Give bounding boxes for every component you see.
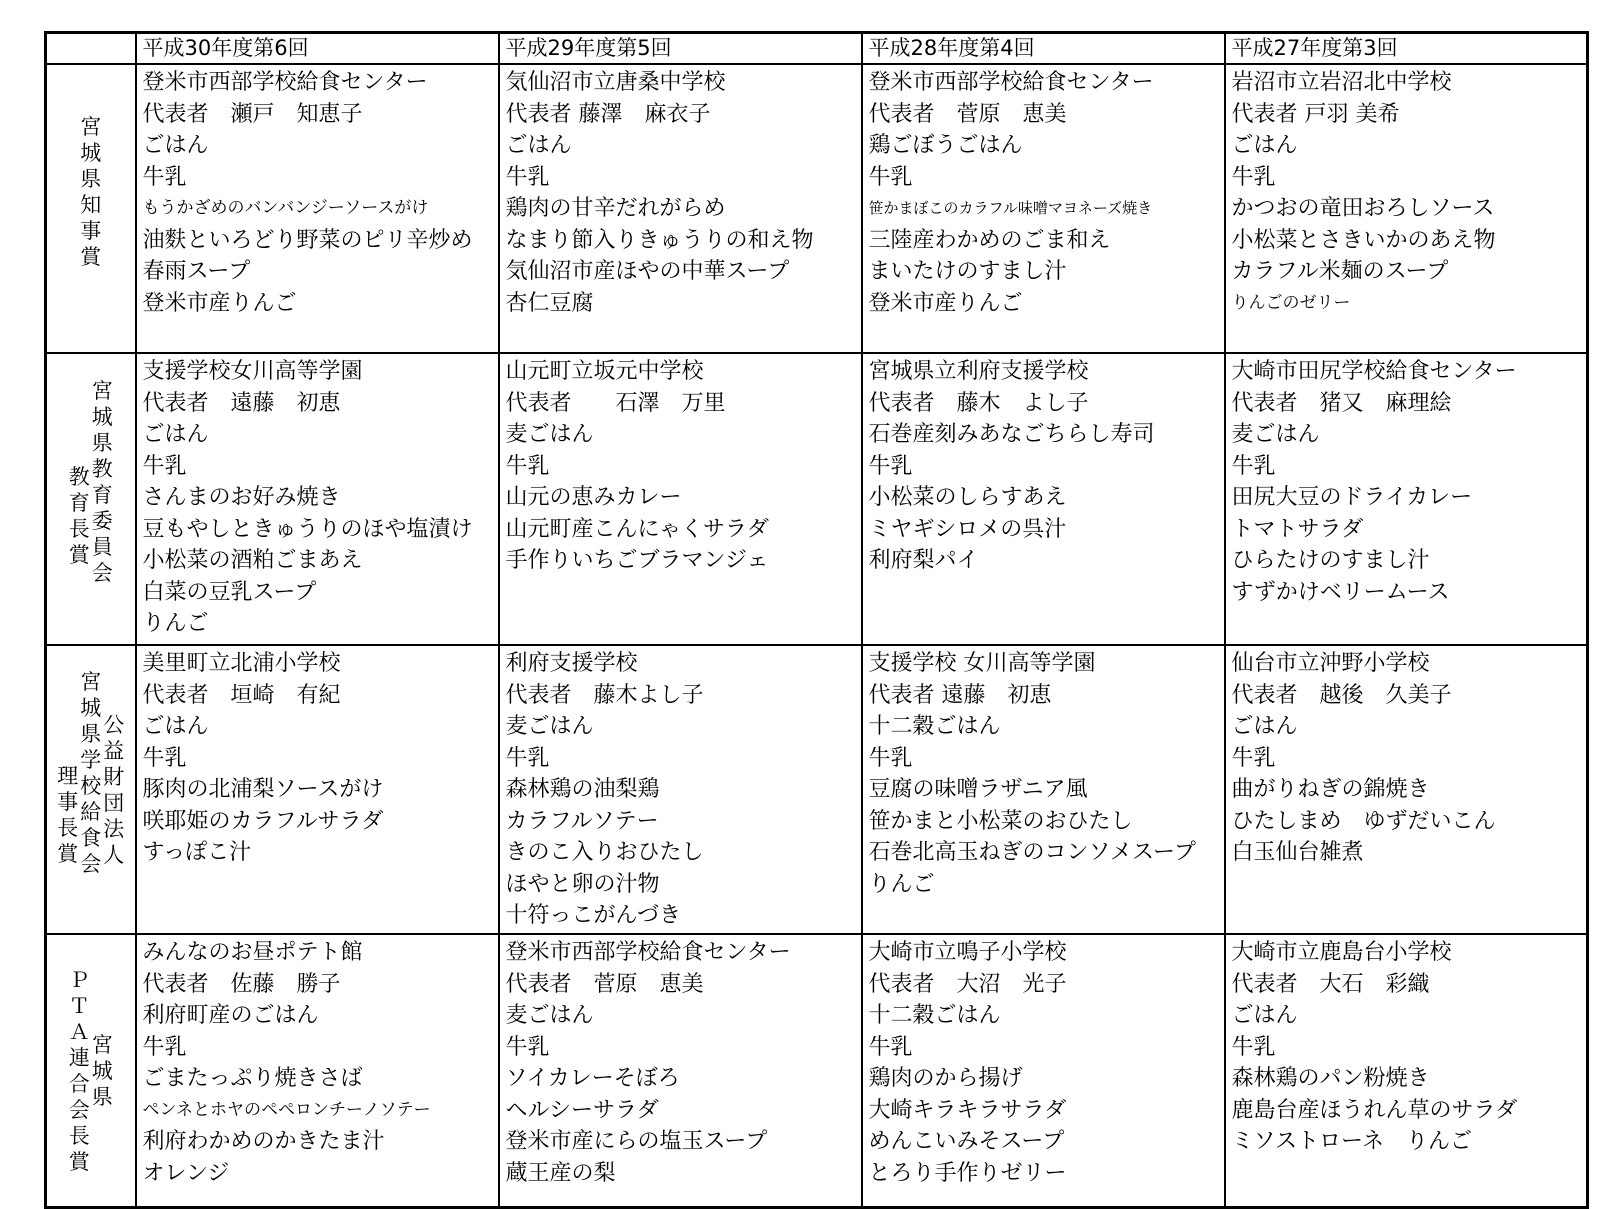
- menu-item: 杏仁豆腐: [505, 290, 594, 316]
- menu-item: 白菜の豆乳スープ: [142, 579, 317, 605]
- representative: 代表者 越後 久美子: [1231, 682, 1452, 708]
- school-name: 気仙沼市立唐桑中学校: [505, 70, 726, 95]
- school-name: 登米市西部学校給食センター: [868, 70, 1154, 95]
- representative: 代表者 瀬戸 知恵子: [142, 101, 363, 127]
- award-label-column: 宮 城 県: [91, 1032, 113, 1109]
- menu-item: 気仙沼市産ほやの中華スープ: [505, 259, 790, 284]
- menu-item: 咲耶姫のカラフルサラダ: [142, 808, 384, 834]
- menu-entry: [862, 353, 1225, 645]
- menu-item: 牛乳: [1231, 1034, 1276, 1060]
- menu-item: 牛乳: [505, 1034, 550, 1060]
- school-name: みんなのお昼ポテト館: [142, 940, 363, 965]
- menu-item: まいたけのすまし汁: [868, 259, 1067, 284]
- award-row: [46, 353, 1588, 645]
- menu-item: 牛乳: [505, 745, 550, 771]
- representative: 代表者 菅原 恵美: [868, 101, 1067, 127]
- year-header: 平成27年度第3回: [1225, 33, 1588, 65]
- menu-entry: [862, 645, 1225, 934]
- award-label: [46, 353, 136, 645]
- menu-item: 麦ごはん: [505, 422, 594, 447]
- menu-item: 蔵王産の梨: [505, 1160, 616, 1186]
- menu-item: 鶏肉のから揚げ: [868, 1066, 1023, 1091]
- representative: 代表者 垣崎 有紀: [142, 682, 341, 708]
- menu-item: さんまのお好み焼き: [142, 485, 341, 510]
- menu-item: 十二穀ごはん: [868, 1003, 1001, 1028]
- menu-entry: [136, 353, 499, 645]
- menu-item: 利府町産のごはん: [142, 1003, 319, 1028]
- menu-item: 牛乳: [505, 453, 550, 479]
- representative: 代表者 遠藤 初恵: [142, 390, 341, 416]
- menu-item: りんご: [142, 611, 209, 636]
- menu-item: ソイカレーそぼろ: [505, 1066, 680, 1091]
- menu-item: 牛乳: [868, 1034, 913, 1060]
- menu-item: なまり節入りきゅうりの和え物: [505, 227, 814, 253]
- award-row: [46, 934, 1588, 1208]
- menu-item: きのこ入りおひたし: [505, 840, 704, 865]
- menu-item: ごはん: [1231, 1003, 1298, 1028]
- school-name: 大崎市立鹿島台小学校: [1231, 940, 1452, 965]
- menu-entry: [499, 645, 862, 934]
- menu-item: りんご: [868, 871, 935, 897]
- school-name: 仙台市立沖野小学校: [1231, 651, 1430, 676]
- menu-item: ごはん: [1231, 714, 1298, 739]
- menu-item: ペンネとホヤのペペロンチーノソテー: [142, 1099, 431, 1120]
- menu-item: カラフル米麺のスープ: [1231, 259, 1449, 284]
- award-row: [46, 64, 1588, 353]
- menu-item: 小松菜のしらすあえ: [868, 485, 1067, 510]
- corner-cell: [46, 33, 136, 65]
- menu-item: 森林鶏のパン粉焼き: [1231, 1066, 1430, 1091]
- menu-item: すずかけベリームース: [1231, 579, 1450, 605]
- school-name: 大崎市田尻学校給食センター: [1231, 359, 1517, 384]
- menu-item: 牛乳: [505, 164, 550, 190]
- menu-item: 利府わかめのかきたま汁: [142, 1129, 385, 1154]
- menu-item: ヘルシーサラダ: [505, 1097, 659, 1123]
- representative: 代表者 遠藤 初恵: [868, 682, 1052, 708]
- menu-item: 牛乳: [1231, 164, 1276, 190]
- menu-item: 牛乳: [868, 745, 913, 771]
- menu-item: 麦ごはん: [505, 714, 594, 739]
- menu-item: 小松菜の酒粕ごまあえ: [142, 548, 363, 573]
- menu-item: めんこいみそスープ: [868, 1129, 1065, 1154]
- menu-item: 牛乳: [142, 164, 187, 190]
- award-label-column: 教 育 長 賞: [68, 465, 90, 567]
- menu-item: 春雨スープ: [142, 259, 251, 284]
- menu-item: 笹かまと小松菜のおひたし: [868, 808, 1133, 834]
- menu-item: 牛乳: [1231, 745, 1276, 771]
- menu-item: 森林鶏の油梨鶏: [505, 777, 660, 802]
- header-row: [46, 33, 1588, 65]
- menu-item: 三陸産わかめのごま和え: [868, 227, 1111, 253]
- menu-item: ごはん: [142, 714, 209, 739]
- award-label-column: Ｐ Ｔ Ａ 連 合 会 長 賞: [68, 967, 90, 1174]
- school-name: 山元町立坂元中学校: [505, 359, 704, 384]
- representative: 代表者 大沼 光子: [868, 971, 1067, 997]
- menu-entry: [499, 934, 862, 1208]
- award-label-column: 宮 城 県 教 育 委 員 会: [91, 379, 113, 585]
- school-name: 美里町立北浦小学校: [142, 651, 341, 676]
- menu-item: 山元の恵みカレー: [505, 485, 682, 510]
- representative: 代表者 藤木よし子: [505, 682, 704, 708]
- menu-item: 登米市産りんご: [868, 290, 1023, 316]
- menu-entry: [862, 934, 1225, 1208]
- menu-item: 牛乳: [142, 453, 187, 479]
- menu-item: ひらたけのすまし汁: [1231, 548, 1430, 573]
- representative: 代表者 戸羽 美希: [1231, 101, 1400, 127]
- menu-item: ごはん: [505, 133, 572, 158]
- representative: 代表者 藤澤 麻衣子: [505, 101, 711, 127]
- menu-item: 豆もやしときゅうりのほや塩漬け: [142, 516, 473, 542]
- award-label: [46, 645, 136, 934]
- menu-item: かつおの竜田おろしソース: [1231, 196, 1495, 221]
- award-label-column: 公 益 財 団 法 人: [103, 712, 125, 867]
- menu-item: ミソストローネ りんご: [1231, 1129, 1472, 1154]
- menu-item: 登米市産りんご: [142, 290, 297, 316]
- menu-item: 石巻北高玉ねぎのコンソメスープ: [868, 840, 1196, 865]
- menu-item: ひたしまめ ゆずだいこん: [1231, 808, 1496, 834]
- menu-item: 小松菜とさきいかのあえ物: [1231, 227, 1496, 253]
- school-name: 支援学校女川高等学園: [142, 359, 363, 384]
- school-name: 登米市西部学校給食センター: [505, 940, 791, 965]
- award-menu-table: [44, 31, 1589, 1209]
- menu-entry: [1225, 645, 1588, 934]
- menu-item: 牛乳: [142, 1034, 187, 1060]
- menu-entry: [499, 64, 862, 353]
- menu-item: 手作りいちごブラマンジェ: [505, 548, 769, 573]
- school-name: 利府支援学校: [505, 651, 638, 676]
- menu-item: 鹿島台産ほうれん草のサラダ: [1231, 1097, 1518, 1123]
- menu-entry: [499, 353, 862, 645]
- menu-item: 豆腐の味噌ラザニア風: [868, 777, 1088, 802]
- award-label: [46, 64, 136, 353]
- menu-item: 油麩といろどり野菜のピリ辛炒め: [142, 227, 473, 253]
- year-header: 平成29年度第5回: [499, 33, 862, 65]
- menu-item: 田尻大豆のドライカレー: [1231, 485, 1473, 510]
- menu-item: 笹かまぼこのカラフル味噌マヨネーズ焼き: [868, 199, 1153, 217]
- menu-item: 牛乳: [868, 453, 913, 479]
- menu-item: 十二穀ごはん: [868, 714, 1001, 739]
- representative: 代表者 菅原 恵美: [505, 971, 704, 997]
- award-label-column: 理 事 長 賞: [57, 763, 79, 866]
- menu-item: 白玉仙台雑煮: [1231, 840, 1364, 865]
- menu-item: 曲がりねぎの錦焼き: [1231, 777, 1430, 802]
- menu-item: 十符っこがんづき: [505, 903, 682, 928]
- menu-item: すっぽこ汁: [142, 840, 252, 865]
- menu-item: 麦ごはん: [505, 1003, 594, 1028]
- menu-entry: [136, 645, 499, 934]
- menu-entry: [136, 64, 499, 353]
- menu-entry: [136, 934, 499, 1208]
- award-row: [46, 645, 1588, 934]
- award-label: [46, 934, 136, 1208]
- menu-item: 山元町産こんにゃくサラダ: [505, 516, 769, 542]
- school-name: 支援学校 女川高等学園: [868, 651, 1096, 676]
- menu-item: 登米市産にらの塩玉スープ: [505, 1129, 768, 1154]
- menu-item: 石巻産刻みあなごちらし寿司: [868, 422, 1155, 447]
- menu-item: ごはん: [1231, 133, 1298, 158]
- menu-item: 鶏肉の甘辛だれがらめ: [505, 196, 726, 221]
- menu-entry: [862, 64, 1225, 353]
- menu-item: 豚肉の北浦梨ソースがけ: [142, 777, 384, 802]
- menu-item: 利府梨パイ: [868, 548, 979, 573]
- menu-item: 牛乳: [142, 745, 187, 771]
- menu-entry: [1225, 64, 1588, 353]
- menu-item: ほやと卵の汁物: [505, 871, 660, 897]
- school-name: 大崎市立鳴子小学校: [868, 940, 1067, 965]
- menu-item: りんごのゼリー: [1231, 292, 1351, 313]
- menu-item: 牛乳: [1231, 453, 1276, 479]
- menu-entry: [1225, 353, 1588, 645]
- award-label-column: 宮 城 県 知 事 賞: [80, 114, 102, 269]
- year-header: 平成28年度第4回: [862, 33, 1225, 65]
- menu-item: ごまたっぷり焼きさば: [142, 1066, 363, 1091]
- menu-item: 麦ごはん: [1231, 422, 1320, 447]
- menu-item: 牛乳: [868, 164, 913, 190]
- menu-item: 大崎キラキラサラダ: [868, 1097, 1067, 1123]
- menu-item: トマトサラダ: [1231, 516, 1364, 542]
- menu-item: ミヤギシロメの呉汁: [868, 516, 1067, 542]
- representative: 代表者 猪又 麻理絵: [1231, 390, 1452, 416]
- representative: 代表者 佐藤 勝子: [142, 971, 341, 997]
- menu-item: カラフルソテー: [505, 808, 659, 834]
- menu-item: もうかざめのバンバンジーソースがけ: [142, 198, 429, 218]
- representative: 代表者 藤木 よし子: [868, 390, 1089, 416]
- menu-item: オレンジ: [142, 1160, 230, 1186]
- menu-item: ごはん: [142, 133, 209, 158]
- year-header: 平成30年度第6回: [136, 33, 499, 65]
- school-name: 宮城県立利府支援学校: [868, 359, 1089, 384]
- school-name: 登米市西部学校給食センター: [142, 70, 428, 95]
- menu-item: ごはん: [142, 422, 209, 447]
- award-label-column: 宮 城 県 学 校 給 食 会: [80, 669, 102, 876]
- menu-entry: [1225, 934, 1588, 1208]
- menu-item: 鶏ごぼうごはん: [868, 133, 1023, 158]
- representative: 代表者 大石 彩織: [1231, 971, 1430, 997]
- representative: 代表者 石澤 万里: [505, 390, 726, 416]
- menu-item: とろり手作りゼリー: [868, 1160, 1067, 1186]
- school-name: 岩沼市立岩沼北中学校: [1231, 70, 1452, 95]
